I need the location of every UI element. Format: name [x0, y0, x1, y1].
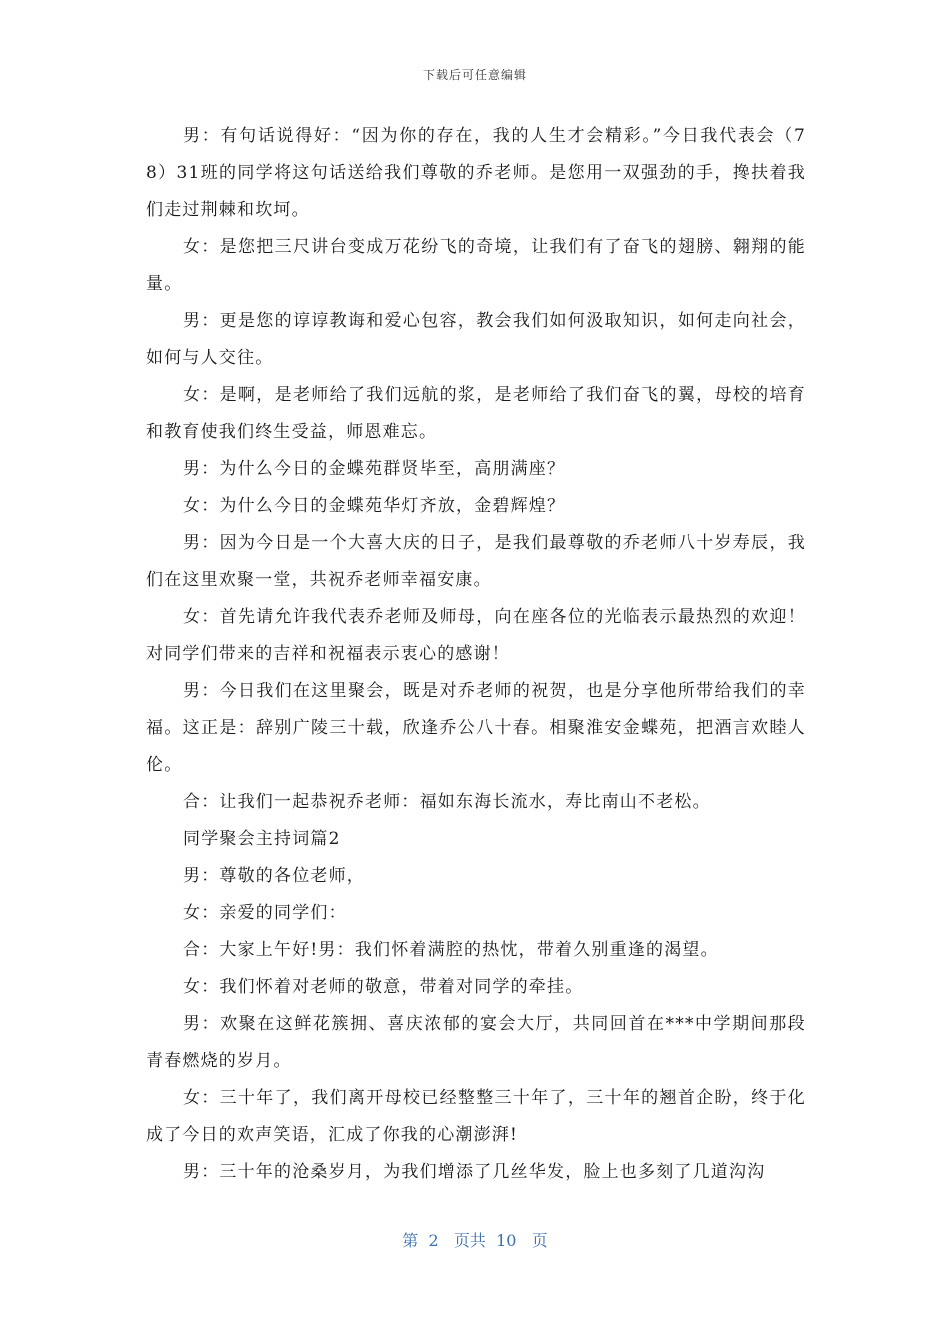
paragraph: 男：有句话说得好：“因为你的存在，我的人生才会精彩。”今日我代表会（78）31班的同学将这句话送给我们尊敬的乔老师。是您用一双强劲的手，搀扶着我们走过荆棘和坎坷。: [146, 126, 806, 220]
paragraph: 男：欢聚在这鲜花簇拥、喜庆浓郁的宴会大厅，共同回首在***中学期间那段青春燃烧的岁月。: [146, 1014, 806, 1071]
paragraph: 女：为什么今日的金蝶苑华灯齐放，金碧辉煌？: [183, 496, 566, 516]
paragraph: 男：今日我们在这里聚会，既是对乔老师的祝贺，也是分享他所带给我们的幸福。这正是：辞别广陵三十载，欣逢乔公八十春。相聚淮安金蝶苑，把酒言欢睦人伦。: [146, 681, 806, 775]
paragraph: 合：让我们一起恭祝乔老师：福如东海长流水，寿比南山不老松。: [183, 792, 711, 812]
section-heading: 同学聚会主持词篇2: [183, 829, 341, 849]
page-header: 下载后可任意编辑: [422, 68, 527, 82]
paragraph: 女：是您把三尺讲台变成万花纷飞的奇境，让我们有了奋飞的翅膀、翱翔的能量。: [146, 237, 806, 294]
paragraph: 男：更是您的谆谆教诲和爱心包容，教会我们如何汲取知识，如何走向社会，如何与人交往。: [146, 311, 806, 368]
paragraph: 女：亲爱的同学们：: [183, 903, 347, 923]
paragraph: 女：首先请允许我代表乔老师及师母，向在座各位的光临表示最热烈的欢迎！对同学们带来的吉祥和祝福表示衷心的感谢！: [146, 607, 806, 664]
paragraph: 男：为什么今日的金蝶苑群贤毕至，高朋满座？: [183, 459, 566, 479]
paragraph: 合：大家上午好!男：我们怀着满腔的热忱，带着久别重逢的渴望。: [183, 940, 719, 960]
paragraph: 女：我们怀着对老师的敬意，带着对同学的牵挂。: [183, 977, 584, 997]
paragraph: 女：三十年了，我们离开母校已经整整三十年了，三十年的翘首企盼，终于化成了今日的欢声笑语，汇成了你我的心潮澎湃!: [146, 1088, 806, 1145]
paragraph: 男：因为今日是一个大喜大庆的日子，是我们最尊敬的乔老师八十岁寿辰，我们在这里欢聚一堂，共祝乔老师幸福安康。: [146, 533, 806, 590]
document-body: [146, 118, 806, 1191]
paragraph: 男：尊敬的各位老师，: [183, 866, 365, 886]
paragraph: 女：是啊，是老师给了我们远航的浆，是老师给了我们奋飞的翼，母校的培育和教育使我们终生受益，师恩难忘。: [146, 385, 806, 442]
page-number-footer: 第 2 页共 10 页: [402, 1231, 548, 1250]
paragraph: 男：三十年的沧桑岁月，为我们增添了几丝华发，脸上也多刻了几道沟沟: [183, 1162, 766, 1182]
